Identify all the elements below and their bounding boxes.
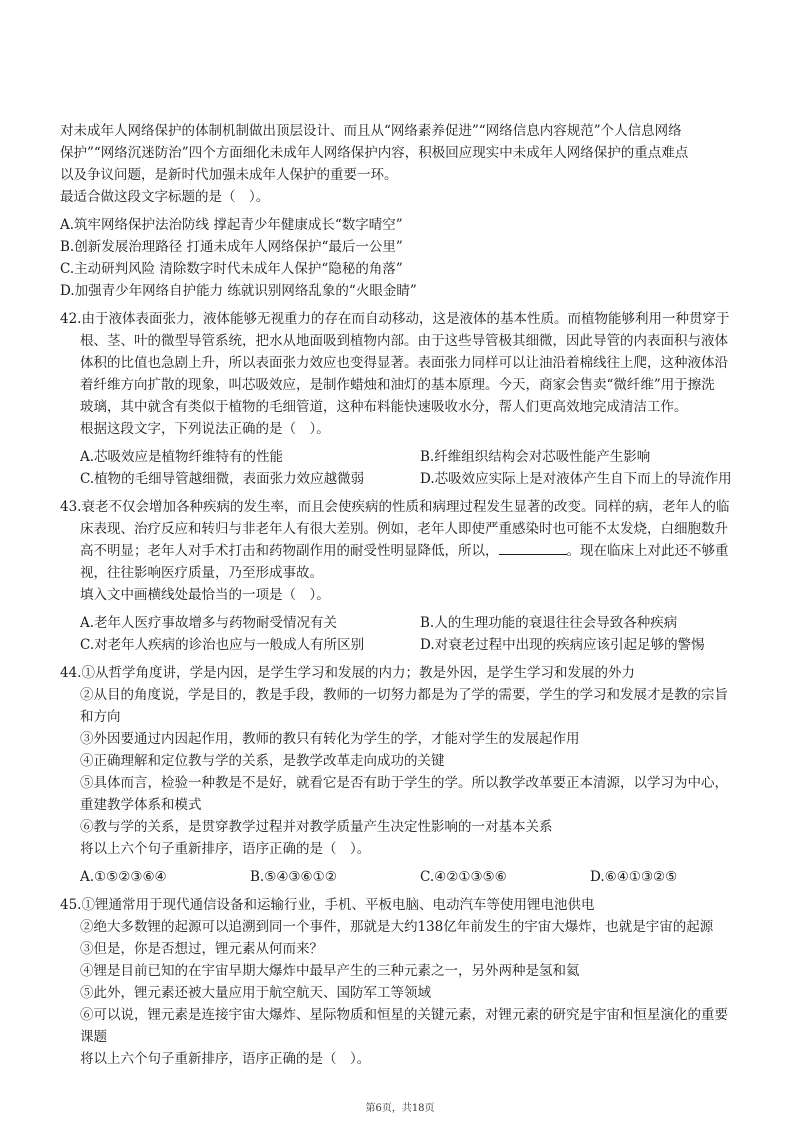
q43-option-c[interactable]: C.对老年人疾病的诊治也应与一般成人有所区别 — [80, 637, 365, 653]
q45-line: ⑥可以说，锂元素是连接宇宙大爆炸、星际物质和恒星的关键元素，对锂元素的研究是宇宙和恒星演化的重要 — [80, 1007, 728, 1023]
q45-prompt: 将以上六个句子重新排序，语序正确的是（ ）。 — [80, 1051, 371, 1067]
q42-option-d[interactable]: D.芯吸效应实际上是对液体产生自下而上的导流作用 — [420, 471, 732, 487]
q42-option-c[interactable]: C.植物的毛细导管越细微，表面张力效应越微弱 — [80, 471, 365, 487]
q44-option-d[interactable]: D.⑥④①③②⑤ — [590, 869, 678, 885]
q41-option-c[interactable]: C.主动研判风险 清除数字时代未成年人保护“隐秘的角落” — [60, 261, 403, 277]
q41-para-line: 保护”“网络沉迷防治”四个方面细化未成年人网络保护内容，积极回应现实中未成年人网络保护的重点难点 — [60, 145, 689, 161]
q44-option-c[interactable]: C.④②①③⑤⑥ — [420, 869, 507, 885]
q44-line: 重建教学体系和模式 — [80, 797, 202, 813]
q41-option-a[interactable]: A.筑牢网络保护法治防线 撑起青少年健康成长“数字晴空” — [60, 217, 403, 233]
q41-para-line: 对未成年人网络保护的体制机制做出顶层设计、而且从“网络素养促进”“网络信息内容规范”个人信息网络 — [60, 123, 682, 139]
q45-line: ②绝大多数锂的起源可以追溯到同一个事件，那就是大约138亿年前发生的宇宙大爆炸，也就是宇宙的起源 — [80, 919, 714, 935]
question-43 — [60, 496, 742, 656]
q41-option-d[interactable]: D.加强青少年网络自护能力 练就识别网络乱象的“火眼金睛” — [60, 283, 417, 299]
q44-options — [60, 866, 742, 888]
q42-option-a[interactable]: A.芯吸效应是植物纤维特有的性能 — [80, 449, 284, 465]
q42-line: 玻璃，其中就含有类似于植物的毛细管道，这种布料能快速吸收水分，帮人们更高效地完成清洁工作。 — [80, 399, 688, 415]
q45-line: 45.①锂通常用于现代通信设备和运输行业，手机、平板电脑、电动汽车等使用锂电池供电 — [60, 897, 595, 913]
q45-line: ⑤此外，锂元素还被大量应用于航空航天、国防军工等领域 — [80, 985, 431, 1001]
q42-options — [60, 446, 742, 490]
q44-line: 44.①从哲学角度讲，学是内因，是学生学习和发展的内力；教是外因，是学生学习和发展的外力 — [60, 665, 635, 681]
q45-line: 课题 — [80, 1029, 107, 1045]
q44-line: ④正确理解和定位教与学的关系，是教学改革走向成功的关键 — [80, 753, 445, 769]
answer-blank — [499, 540, 567, 555]
q43-option-a[interactable]: A.老年人医疗事故增多与药物耐受情况有关 — [80, 615, 338, 631]
q42-option-b[interactable]: B.纤维组织结构会对芯吸性能产生影响 — [420, 449, 651, 465]
question-44 — [60, 662, 742, 888]
q44-prompt: 将以上六个句子重新排序，语序正确的是（ ）。 — [80, 841, 371, 857]
q42-line: 根、茎、叶的微型导管系统，把水从地面吸到植物内部。由于这些导管极其细微，因此导管的内表面积与液体 — [80, 333, 728, 349]
q43-line: 43.衰老不仅会增加各种疾病的发生率，而且会使疾病的性质和病理过程发生显著的改变。同样的病，老年人的临 — [60, 499, 730, 515]
q41-para-line: 以及争议问题，是新时代加强未成年人保护的重要一环。 — [60, 167, 398, 183]
q42-line: 着纤维方向扩散的现象，叫芯吸效应，是制作蜡烛和油灯的基本原理。今天，商家会售卖“微纤维”用于擦洗 — [80, 377, 715, 393]
q44-line: ⑤具体而言，检验一种教是不是好，就看它是否有助于学生的学。所以教学改革要正本清源，以学习为中心， — [80, 775, 728, 791]
q45-line: ③但是，你是否想过，锂元素从何而来？ — [80, 941, 323, 957]
q44-option-b[interactable]: B.⑤④③⑥①② — [250, 869, 337, 885]
question-45 — [60, 894, 742, 1070]
q44-line: ⑥教与学的关系，是贯穿教学过程并对教学质量产生决定性影响的一对基本关系 — [80, 819, 553, 835]
question-42 — [60, 308, 742, 490]
q43-line-with-blank — [60, 540, 742, 562]
q41-option-b[interactable]: B.创新发展治理路径 打通未成年人网络保护“最后一公里” — [60, 239, 403, 255]
q43-prompt: 填入文中画横线处最恰当的一项是（ ）。 — [80, 587, 330, 603]
q45-line: ④锂是目前已知的在宇宙早期大爆炸中最早产生的三种元素之一，另外两种是氢和氦 — [80, 963, 580, 979]
q43-option-b[interactable]: B.人的生理功能的衰退往往会导致各种疾病 — [420, 615, 678, 631]
q44-option-a[interactable]: A.①⑤②③⑥④ — [80, 869, 167, 885]
q43-line-part: 。现在临床上对此还不够重 — [566, 543, 729, 559]
q43-line: 视，往往影响医疗质量，乃至形成事故。 — [80, 565, 323, 581]
q42-prompt: 根据这段文字，下列说法正确的是（ ）。 — [80, 421, 330, 437]
q42-line: 42.由于液体表面张力，液体能够无视重力的存在而自动移动，这是液体的基本性质。而植物能够利用一种贯穿于 — [60, 311, 730, 327]
page-footer: 第6页，共18页 — [365, 1103, 435, 1114]
q43-line: 床表现、治疗反应和转归与非老年人有很大差别。例如，老年人即使严重感染时也可能不太发烧，白细胞数升 — [80, 521, 728, 537]
q42-line: 体积的比值也急剧上升，所以表面张力效应也变得显著。表面张力同样可以让油沿着棉线往上爬，这种液体沿 — [80, 355, 728, 371]
q43-options — [60, 612, 742, 656]
q43-option-d[interactable]: D.对衰老过程中出现的疾病应该引起足够的警惕 — [420, 637, 705, 653]
q44-line: ②从目的角度说，学是目的，教是手段，教师的一切努力都是为了学的需要，学生的学习和发展才是教的宗旨 — [80, 687, 728, 703]
q41-prompt: 最适合做这段文字标题的是（ ）。 — [60, 189, 270, 205]
q43-line-part: 高不明显；老年人对手术打击和药物副作用的耐受性明显降低，所以， — [80, 543, 499, 559]
q44-line: 和方向 — [80, 709, 121, 725]
question-41-continuation — [60, 120, 742, 302]
q44-line: ③外因要通过内因起作用，教师的教只有转化为学生的学，才能对学生的发展起作用 — [80, 731, 580, 747]
q41-options — [60, 214, 742, 302]
